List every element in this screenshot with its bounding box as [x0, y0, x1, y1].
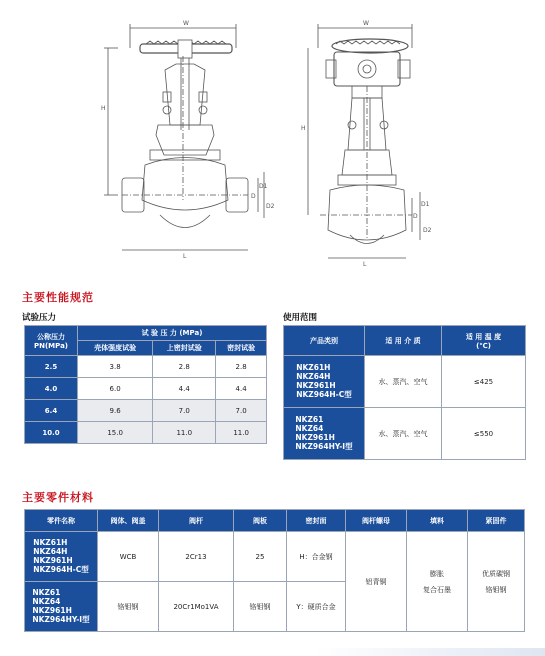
col-part-header: 零件名称 [25, 510, 98, 532]
performance-section-title: 主要性能规范 [22, 291, 94, 304]
footer-decoration [315, 648, 545, 656]
test-pressure-title: 试验压力 [22, 313, 57, 323]
part-cell: NKZ61 NKZ64 NKZ961H NKZ964H Y-I型 [25, 582, 98, 632]
test-pressure-table [24, 325, 267, 444]
shell-cell: 6.0 [78, 378, 153, 400]
product-cell: NKZ61H NKZ64H NKZ961H NKZ964H -C型 [284, 356, 365, 408]
actuator-valve-drawing [308, 24, 420, 258]
pn-cell: 6.4 [25, 400, 78, 422]
dim-l-left: L [183, 253, 187, 260]
table-row [284, 356, 526, 408]
stem-cell: 20Cr1Mo1VA [159, 582, 234, 632]
dim-d-right: D [413, 213, 418, 220]
dim-w-left: W [183, 20, 189, 27]
medium-cell: 水、蒸汽、空气 [365, 356, 442, 408]
upper-cell: 11.0 [153, 422, 216, 444]
col-medium-header: 适 用 介 质 [365, 326, 442, 356]
usage-table [283, 325, 526, 460]
dim-h-left: H [101, 105, 106, 112]
table-row [25, 422, 267, 444]
nut-cell: 铝青铜 [346, 532, 407, 632]
col-shell-header: 壳体强度试验 [78, 341, 153, 356]
table-row [25, 356, 267, 378]
body-cell: 铬钼钢 [98, 582, 159, 632]
col-stem-header: 阀杆 [159, 510, 234, 532]
pn-cell: 2.5 [25, 356, 78, 378]
table-row [25, 532, 525, 582]
col-pn-header: 公称压力 PN(MPa) [25, 326, 78, 356]
upper-cell: 4.4 [153, 378, 216, 400]
dim-l-right: L [363, 261, 367, 268]
table-row [284, 408, 526, 460]
fastener-cell: 优质碳钢 铬钼钢 [468, 532, 525, 632]
dim-h-right: H [301, 125, 306, 132]
seal-cell: Y：硬质合金 [287, 582, 346, 632]
body-cell: WCB [98, 532, 159, 582]
upper-cell: 2.8 [153, 356, 216, 378]
col-test-pressure-header: 试 验 压 力 (MPa) [78, 326, 267, 341]
seal-cell: 7.0 [216, 400, 267, 422]
col-seal-header: 密封面 [287, 510, 346, 532]
dim-w-right: W [363, 20, 369, 27]
shell-cell: 9.6 [78, 400, 153, 422]
materials-section-title: 主要零件材料 [22, 491, 94, 504]
col-seal-header: 密封试验 [216, 341, 267, 356]
col-temp-header: 适 用 温 度 (℃) [442, 326, 526, 356]
seal-cell: 4.4 [216, 378, 267, 400]
seal-cell: H：合金钢 [287, 532, 346, 582]
handwheel-valve-drawing [104, 24, 264, 250]
col-fastener-header: 紧固件 [468, 510, 525, 532]
col-packing-header: 填料 [407, 510, 468, 532]
dim-d1-left: D1 [259, 183, 268, 190]
seal-cell: 11.0 [216, 422, 267, 444]
pn-cell: 4.0 [25, 378, 78, 400]
col-body-header: 阀体、阀盖 [98, 510, 159, 532]
table-row [25, 400, 267, 422]
product-cell: NKZ61 NKZ64 NKZ961H NKZ964H Y-I型 [284, 408, 365, 460]
temp-cell: ≤425 [442, 356, 526, 408]
seal-cell: 2.8 [216, 356, 267, 378]
upper-cell: 7.0 [153, 400, 216, 422]
pn-cell: 10.0 [25, 422, 78, 444]
col-product-header: 产品类别 [284, 326, 365, 356]
col-nut-header: 阀杆螺母 [346, 510, 407, 532]
dim-d2-left: D2 [266, 203, 275, 210]
packing-cell: 膨胀 复合石墨 [407, 532, 468, 632]
col-upper-header: 上密封试验 [153, 341, 216, 356]
table-row [25, 378, 267, 400]
shell-cell: 15.0 [78, 422, 153, 444]
part-cell: NKZ61H NKZ64H NKZ961H NKZ964H -C型 [25, 532, 98, 582]
col-disc-header: 阀板 [234, 510, 287, 532]
dim-d2-right: D2 [423, 227, 432, 234]
usage-title: 使用范围 [283, 313, 318, 323]
valve-technical-drawing [0, 0, 545, 275]
materials-table [24, 509, 525, 632]
stem-cell: 2Cr13 [159, 532, 234, 582]
disc-cell: 25 [234, 532, 287, 582]
dim-d1-right: D1 [421, 201, 430, 208]
temp-cell: ≤550 [442, 408, 526, 460]
shell-cell: 3.8 [78, 356, 153, 378]
medium-cell: 水、蒸汽、空气 [365, 408, 442, 460]
disc-cell: 铬钼钢 [234, 582, 287, 632]
dim-d-left: D [251, 193, 256, 200]
